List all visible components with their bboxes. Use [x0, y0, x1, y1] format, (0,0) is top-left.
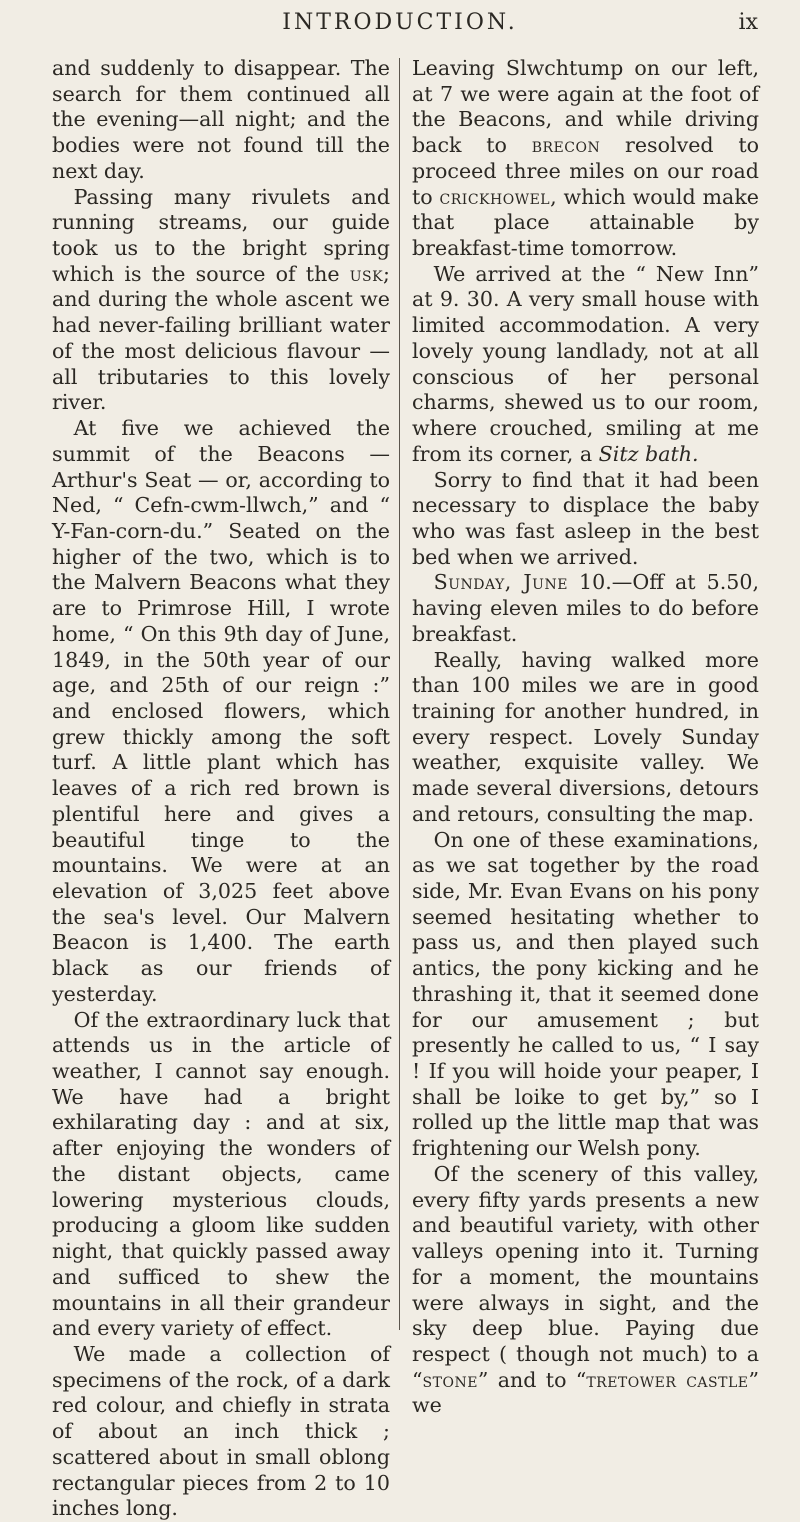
left-paragraph-1: and suddenly to disappear. The search for them continued all the evening—all night; and the bodies were not found till the next day. — [52, 56, 390, 183]
text-run: resolved to proceed three miles on our road to — [412, 133, 760, 209]
right-paragraph-3: Sorry to find that it had been necessary to displace the baby who was fast asleep in the best bed when we arrived. — [412, 467, 759, 569]
small-caps-run: brecon — [531, 133, 601, 158]
right-paragraph-7 — [412, 1162, 759, 1419]
text-run: , which would make that place attainable by breakfast-time tomorrow. — [412, 184, 759, 261]
text-run: ” we — [412, 1367, 759, 1418]
column-divider — [399, 58, 400, 1330]
page-header-title: INTRODUCTION. — [282, 10, 518, 35]
small-caps-run: usk — [349, 261, 384, 286]
left-paragraph-4: Of the extraordinary luck that attends us in the article of weather, I cannot say enough. We have had a bright exhilarating day : and at six, after enjoying the wonders of the distant objects, came lowering mysterious clouds, producing a gloom like sudden night, that quickly passed away and sufficed to shew the mountains in all their grandeur and every variety of effect. — [52, 1007, 390, 1341]
right-column — [412, 56, 759, 1419]
right-paragraph-2 — [412, 262, 759, 468]
left-paragraph-2 — [52, 185, 390, 416]
text-run: Passing many rivulets and running streams, our guide took us to the bright spring which is the source of the — [52, 184, 390, 286]
page-number: ix — [738, 10, 758, 35]
right-paragraph-5: Really, having walked more than 100 miles we are in good training for another hundred, in every respect. Lovely Sunday weather, exquisite valley. We made several diversions, detours and retours, consulting the map. — [412, 647, 759, 826]
text-run: ; and during the whole ascent we had never-failing brilliant water of the most delicious flavour — all tributaries to this lovely river. — [52, 261, 390, 415]
small-caps-run: Sunday, June — [433, 570, 568, 595]
text-run: Leaving Slwchtump on our left, at 7 we were again at the foot of the Beacons, and while driving back to — [412, 56, 759, 158]
text-run: ” and to “ — [477, 1367, 587, 1392]
small-caps-run: stone — [422, 1367, 478, 1392]
text-run: 10.—Off at 5.50, having eleven miles to do before breakfast. — [412, 570, 759, 646]
text-run: Of the scenery of this valley, every fifty yards presents a new and beautiful variety, with other valleys opening into it. Turning for a moment, the mountains were always in sight, and the sky deep blue. Paying due respect ( though not much) to a “ — [412, 1161, 759, 1392]
left-paragraph-5: We made a collection of specimens of the rock, of a dark red colour, and chiefly in strata of about an inch thick ; scattered about in small oblong rectangular pieces from 2 to 10 inches long. — [52, 1341, 390, 1521]
italic-run: Sitz bath. — [598, 441, 699, 466]
right-paragraph-6: On one of these examinations, as we sat together by the road side, Mr. Evan Evans on his pony seemed hesitating whether to pass us, and then played such antics, the pony kicking and he thrashing it, that it seemed done for our amusement ; but presently he called to us, “ I say ! If you will hoide your peaper, I shall be loike to get by,” so I rolled up the little map that was frightening our Welsh pony. — [412, 827, 759, 1161]
small-caps-run: crickhowel — [439, 184, 551, 209]
right-paragraph-4 — [412, 570, 759, 647]
text-run: We arrived at the “ New Inn” at 9. 30. A very small house with limited accommodation. A very lovely young landlady, not at all conscious of her personal charms, shewed us to our room, where crouched, smiling at me from its corner, a — [412, 261, 759, 466]
small-caps-run: tretower castle — [586, 1367, 749, 1392]
left-paragraph-3: At five we achieved the summit of the Beacons — Arthur's Seat — or, according to Ned, “ Cefn-cwm-llwch,” and “ Y-Fan-corn-du.” Seated on the higher of the two, which is to the Malvern Beacons what they are to Primrose Hill, I wrote home, “ On this 9th day of June, 1849, in the 50th year of our age, and 25th of our reign :” and enclosed flowers, which grew thickly among the soft turf. A little plant which has leaves of a rich red brown is plentiful here and gives a beautiful tinge to the mountains. We were at an elevation of 3,025 feet above the sea's level. Our Malvern Beacon is 1,400. The earth black as our friends of yesterday. — [52, 416, 390, 1006]
right-paragraph-1 — [412, 56, 759, 262]
running-head — [0, 4, 800, 44]
left-column — [52, 56, 390, 1522]
